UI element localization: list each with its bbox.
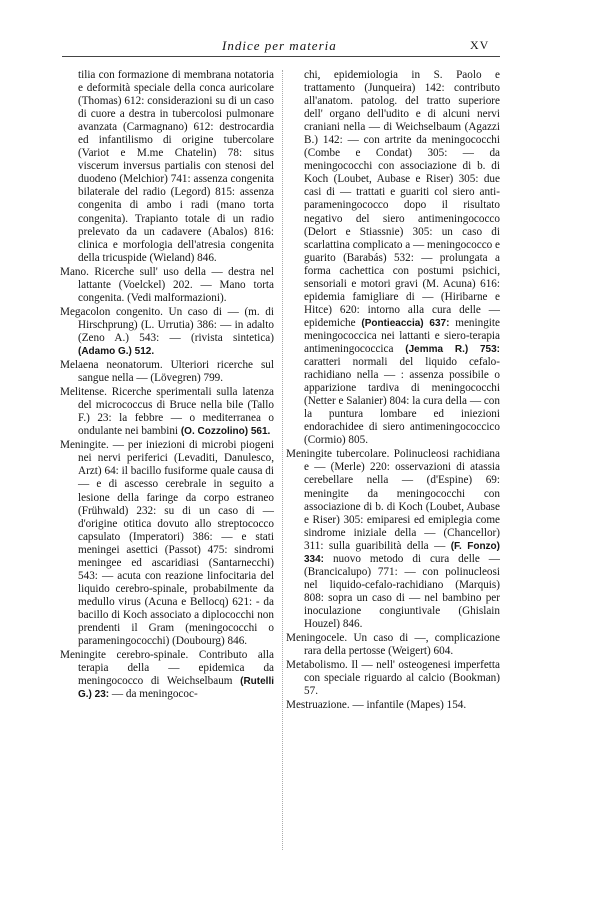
right-column xyxy=(286,69,500,713)
index-entry: Meningocele. Un caso di —, complicazione rara della pertosse (Weigert) 604. xyxy=(286,632,500,658)
bold-citation: (Adamo G.) 512. xyxy=(78,345,155,357)
running-title: Indice per materia xyxy=(222,38,337,53)
bold-citation: (O. Cozzolino) 561. xyxy=(180,426,271,438)
bold-citation: (Jemma R.) 753: xyxy=(405,343,501,355)
index-entry: Meningite tubercolare. Polinucleosi rachidiana e — (Merle) 220: osservazioni di atassia cerebellare nella — (d'Espine) 69: meningite da meningococchi con associazione di b. di Koch (Loubet, Aubase e Riser) 305: emiparesi ed emiplegia come sindrome iniziale della — (Chancellor) 311: sulla guaribilità della — (F. Fonzo) 334: nuovo metodo di cura delle — (Brancicalupo) 771: — con polinucleosi nel liquido-cefalo-rachidiano (Marquis) 808: sopra un caso di — nel bambino per inoculazione congiuntivale (Ghislain Houzel) 846. xyxy=(286,448,500,630)
page-header xyxy=(0,38,616,58)
page-number: XV xyxy=(470,38,490,52)
index-entry: Mestruazione. — infantile (Mapes) 154. xyxy=(286,699,467,712)
left-column xyxy=(60,69,274,702)
index-entry: Meningite. — per iniezioni di microbi piogeni nei nervi periferici (Levaditi, Danulesco, Arzt) 64: il bacillo fusiforme quale causa di — e di ascesso cerebrale in seguito a lesione della faringe da corpo estraneo (Frühwald) 232: su di un caso di — d'origine otitica dovuto allo streptococco capsulato (Imperatori) 386: — e stati meningei asettici (Passot) 475: sindromi meningee ed ascaridiasi (Santarnecchi) 543: — acuta con reazione linfocitaria del liquido cerebro-spinale, probabilmente da medullo virus (Acuna e Bellocq) 621: - da bacillo di Koch associato a diplococchi non prendenti il Gram (meningococchi o parameningococchi) (Doubourg) 846. xyxy=(60,439,274,648)
index-entry: Meningite cerebro-spinale. Contributo alla terapia della — epidemica da meningococco di Weichselbaum (Rutelli G.) 23: — da meningococ- xyxy=(60,649,274,701)
index-entry: tilia con formazione di membrana notatoria e deformità speciale della conca auricolare (Thomas) 612: considerazioni su di un caso di cuore a destra in tubercolosi pulmonare avanzata (Carmagnano) 612: destrocardia ed infantilismo di origine tubercolare (Variot e M.me Chatelin) 78: situs viscerum inversus partialis con stenosi del duodeno (Melchior) 741: assenza congenita bilaterale del radio (Legord) 815: assenza congenita di ambo i radi (mano torta congenita). Trapianto totale di un radio prelevato da un cadavere (Abalos) 816: clinica e morfologia dell'atresia congenita della tricuspide (Wieland) 846. xyxy=(78,69,274,264)
column-divider xyxy=(282,70,283,850)
index-entry: Mano. Ricerche sull' uso della — destra nel lattante (Voelckel) 202. — Mano torta congenita. (Vedi malformazioni). xyxy=(60,265,274,304)
index-entry: chi, epidemiologia in S. Paolo e trattamento (Junqueira) 142: contributo all'anatom. patolog. del tratto superiore dell' organo dell'udito e di alcuni nervi craniani nella — di Weichselbaum (Agazzi B.) 142: — con artrite da meningococchi (Combe e Condat) 305: — da meningococchi con associazione di b. di Koch (Loubet, Aubase e Riser) 305: due casi di — trattati e guariti col siero anti-parameningococco dopo il risultato negativo del siero antimeningococco (Delort e Stiassnie) 305: un caso di scarlattina complicato a — meningococco e guarito (Barabás) 532: — prolungata a forma cachettica con postumi psichici, sensoriali e motori gravi (M. Acuna) 616: epidemia famigliare di — (Hiribarne e Hitce) 620: intorno alla cura delle — epidemiche (Pontieaccia) 637: meningite meningococcica nei lattanti e siero-terapia antimeningococcica (Jemma R.) 753: caratteri normali del liquido cefalo-rachidiano nella — : assenza possibile o apparizione tardiva di meningococchi (Netter e Salanier) 804: la cura della — con la puntura lombare ed iniezioni endorachidee di siero antimeningococcico (Cormio) 805. xyxy=(304,69,501,447)
bold-citation: (Rutelli G.) 23: xyxy=(78,676,274,701)
header-rule xyxy=(62,56,500,57)
index-entry: Metabolismo. Il — nell' osteogenesi imperfetta con speciale riguardo al calcio (Bookman) 57. xyxy=(286,659,500,698)
index-entry: Melitense. Ricerche sperimentali sulla latenza del micrococcus di Bruce nella bile (Tallo F.) 23: la febbre — o mediterranea o ondulante nei bambini (O. Cozzolino) 561. xyxy=(60,386,274,438)
index-entry: Melaena neonatorum. Ulteriori ricerche sul sangue nella — (Lövegren) 799. xyxy=(60,359,274,385)
bold-citation: (Pontieaccia) 637: xyxy=(361,317,450,329)
index-entry: Megacolon congenito. Un caso di — (m. di Hirschprung) (L. Urrutia) 386: — in adalto (Zeno A.) 543: — (rivista sintetica) (Adamo G.) 512. xyxy=(60,305,274,357)
bold-citation: (F. Fonzo) 334: xyxy=(304,540,500,565)
